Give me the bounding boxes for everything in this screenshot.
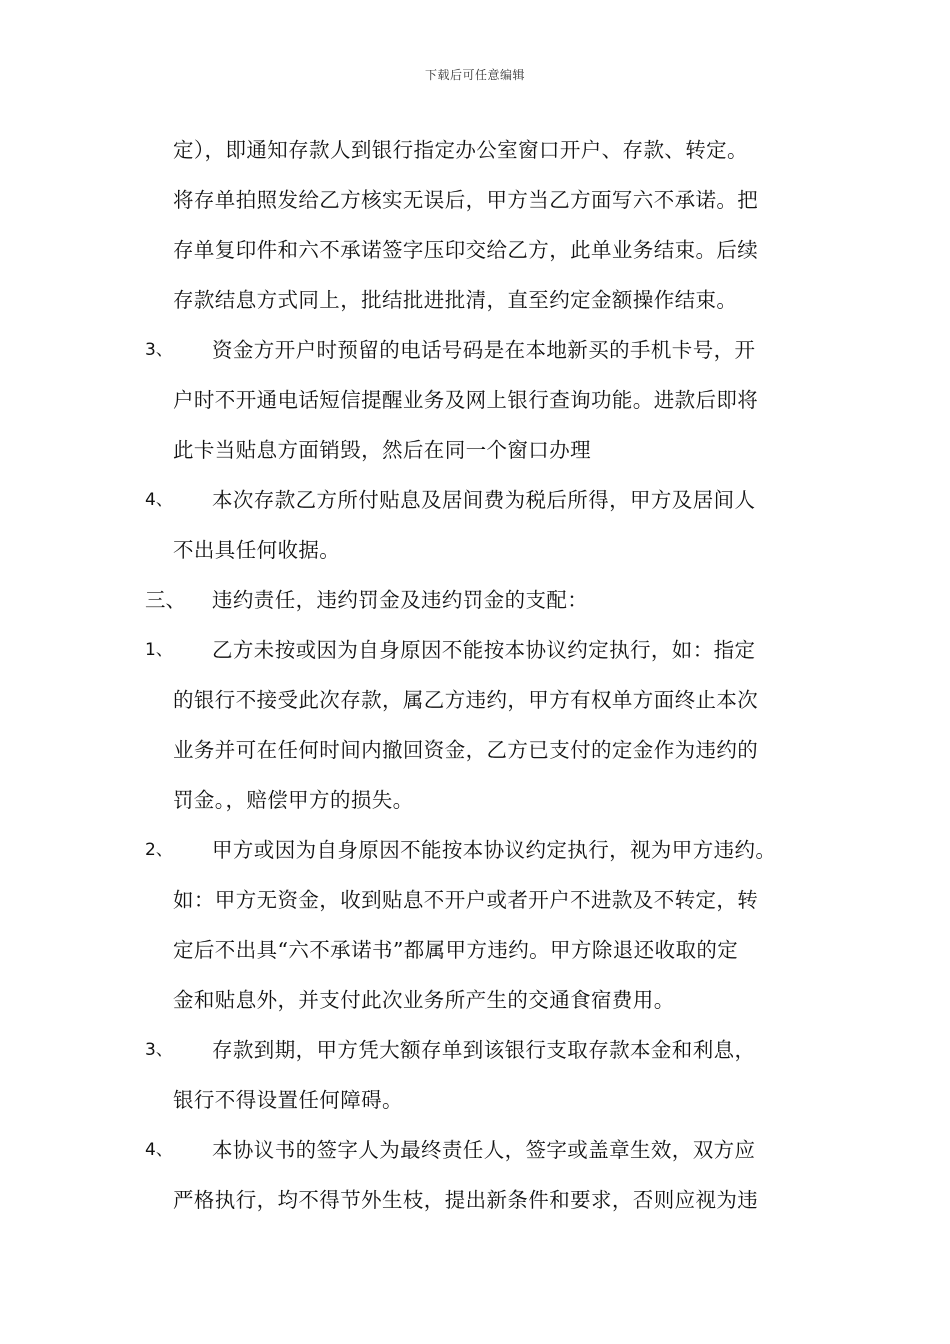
list-marker: 1、	[145, 640, 173, 660]
text-line: 甲方或因为自身原因不能按本协议约定执行，视为甲方违约。	[212, 838, 777, 862]
page-header: 下载后可任意编辑	[424, 68, 525, 82]
text-line: 户时不开通电话短信提醒业务及网上银行查询功能。进款后即将	[173, 388, 759, 412]
list-marker: 3、	[145, 1040, 173, 1060]
text-line: 银行不得设置任何障碍。	[173, 1088, 403, 1112]
list-marker: 3、	[145, 340, 173, 360]
text-line: 定），即通知存款人到银行指定办公室窗口开户、存款、转定。	[173, 138, 748, 162]
text-line: 存款到期，甲方凭大额存单到该银行支取存款本金和利息，	[212, 1038, 756, 1062]
list-marker: 4、	[145, 1140, 173, 1160]
text-line: 罚金。，赔偿甲方的损失。	[173, 788, 414, 812]
text-line: 金和贴息外，并支付此次业务所产生的交通食宿费用。	[173, 988, 675, 1012]
text-line: 存款结息方式同上，批结批进批清，直至约定金额操作结束。	[173, 288, 738, 312]
text-line: 定后不出具“六不承诺书”都属甲方违约。甲方除退还收取的定	[173, 938, 739, 962]
text-line: 存单复印件和六不承诺签字压印交给乙方，此单业务结束。后续	[173, 238, 759, 262]
text-line: 资金方开户时预留的电话号码是在本地新买的手机卡号，开	[212, 338, 756, 362]
text-line: 如：甲方无资金，收到贴息不开户或者开户不进款及不转定，转	[173, 888, 759, 912]
text-line: 本次存款乙方所付贴息及居间费为税后所得，甲方及居间人	[212, 488, 756, 512]
section-marker: 三、	[145, 588, 186, 612]
text-line: 此卡当贴息方面销毁，然后在同一个窗口办理	[173, 438, 591, 462]
text-line: 业务并可在任何时间内撤回资金，乙方已支付的定金作为违约的	[173, 738, 759, 762]
text-line: 严格执行，均不得节外生枝，提出新条件和要求，否则应视为违	[173, 1188, 759, 1212]
text-line: 乙方未按或因为自身原因不能按本协议约定执行，如：指定	[212, 638, 756, 662]
text-line: 不出具任何收据。	[173, 538, 341, 562]
text-line: 的银行不接受此次存款，属乙方违约，甲方有权单方面终止本次	[173, 688, 759, 712]
text-line: 本协议书的签字人为最终责任人，签字或盖章生效，双方应	[212, 1138, 756, 1162]
list-marker: 4、	[145, 490, 173, 510]
text-line: 将存单拍照发给乙方核实无误后，甲方当乙方面写六不承诺。把	[173, 188, 759, 212]
section-heading: 违约责任，违约罚金及违约罚金的支配：	[212, 588, 589, 612]
list-marker: 2、	[145, 840, 173, 860]
